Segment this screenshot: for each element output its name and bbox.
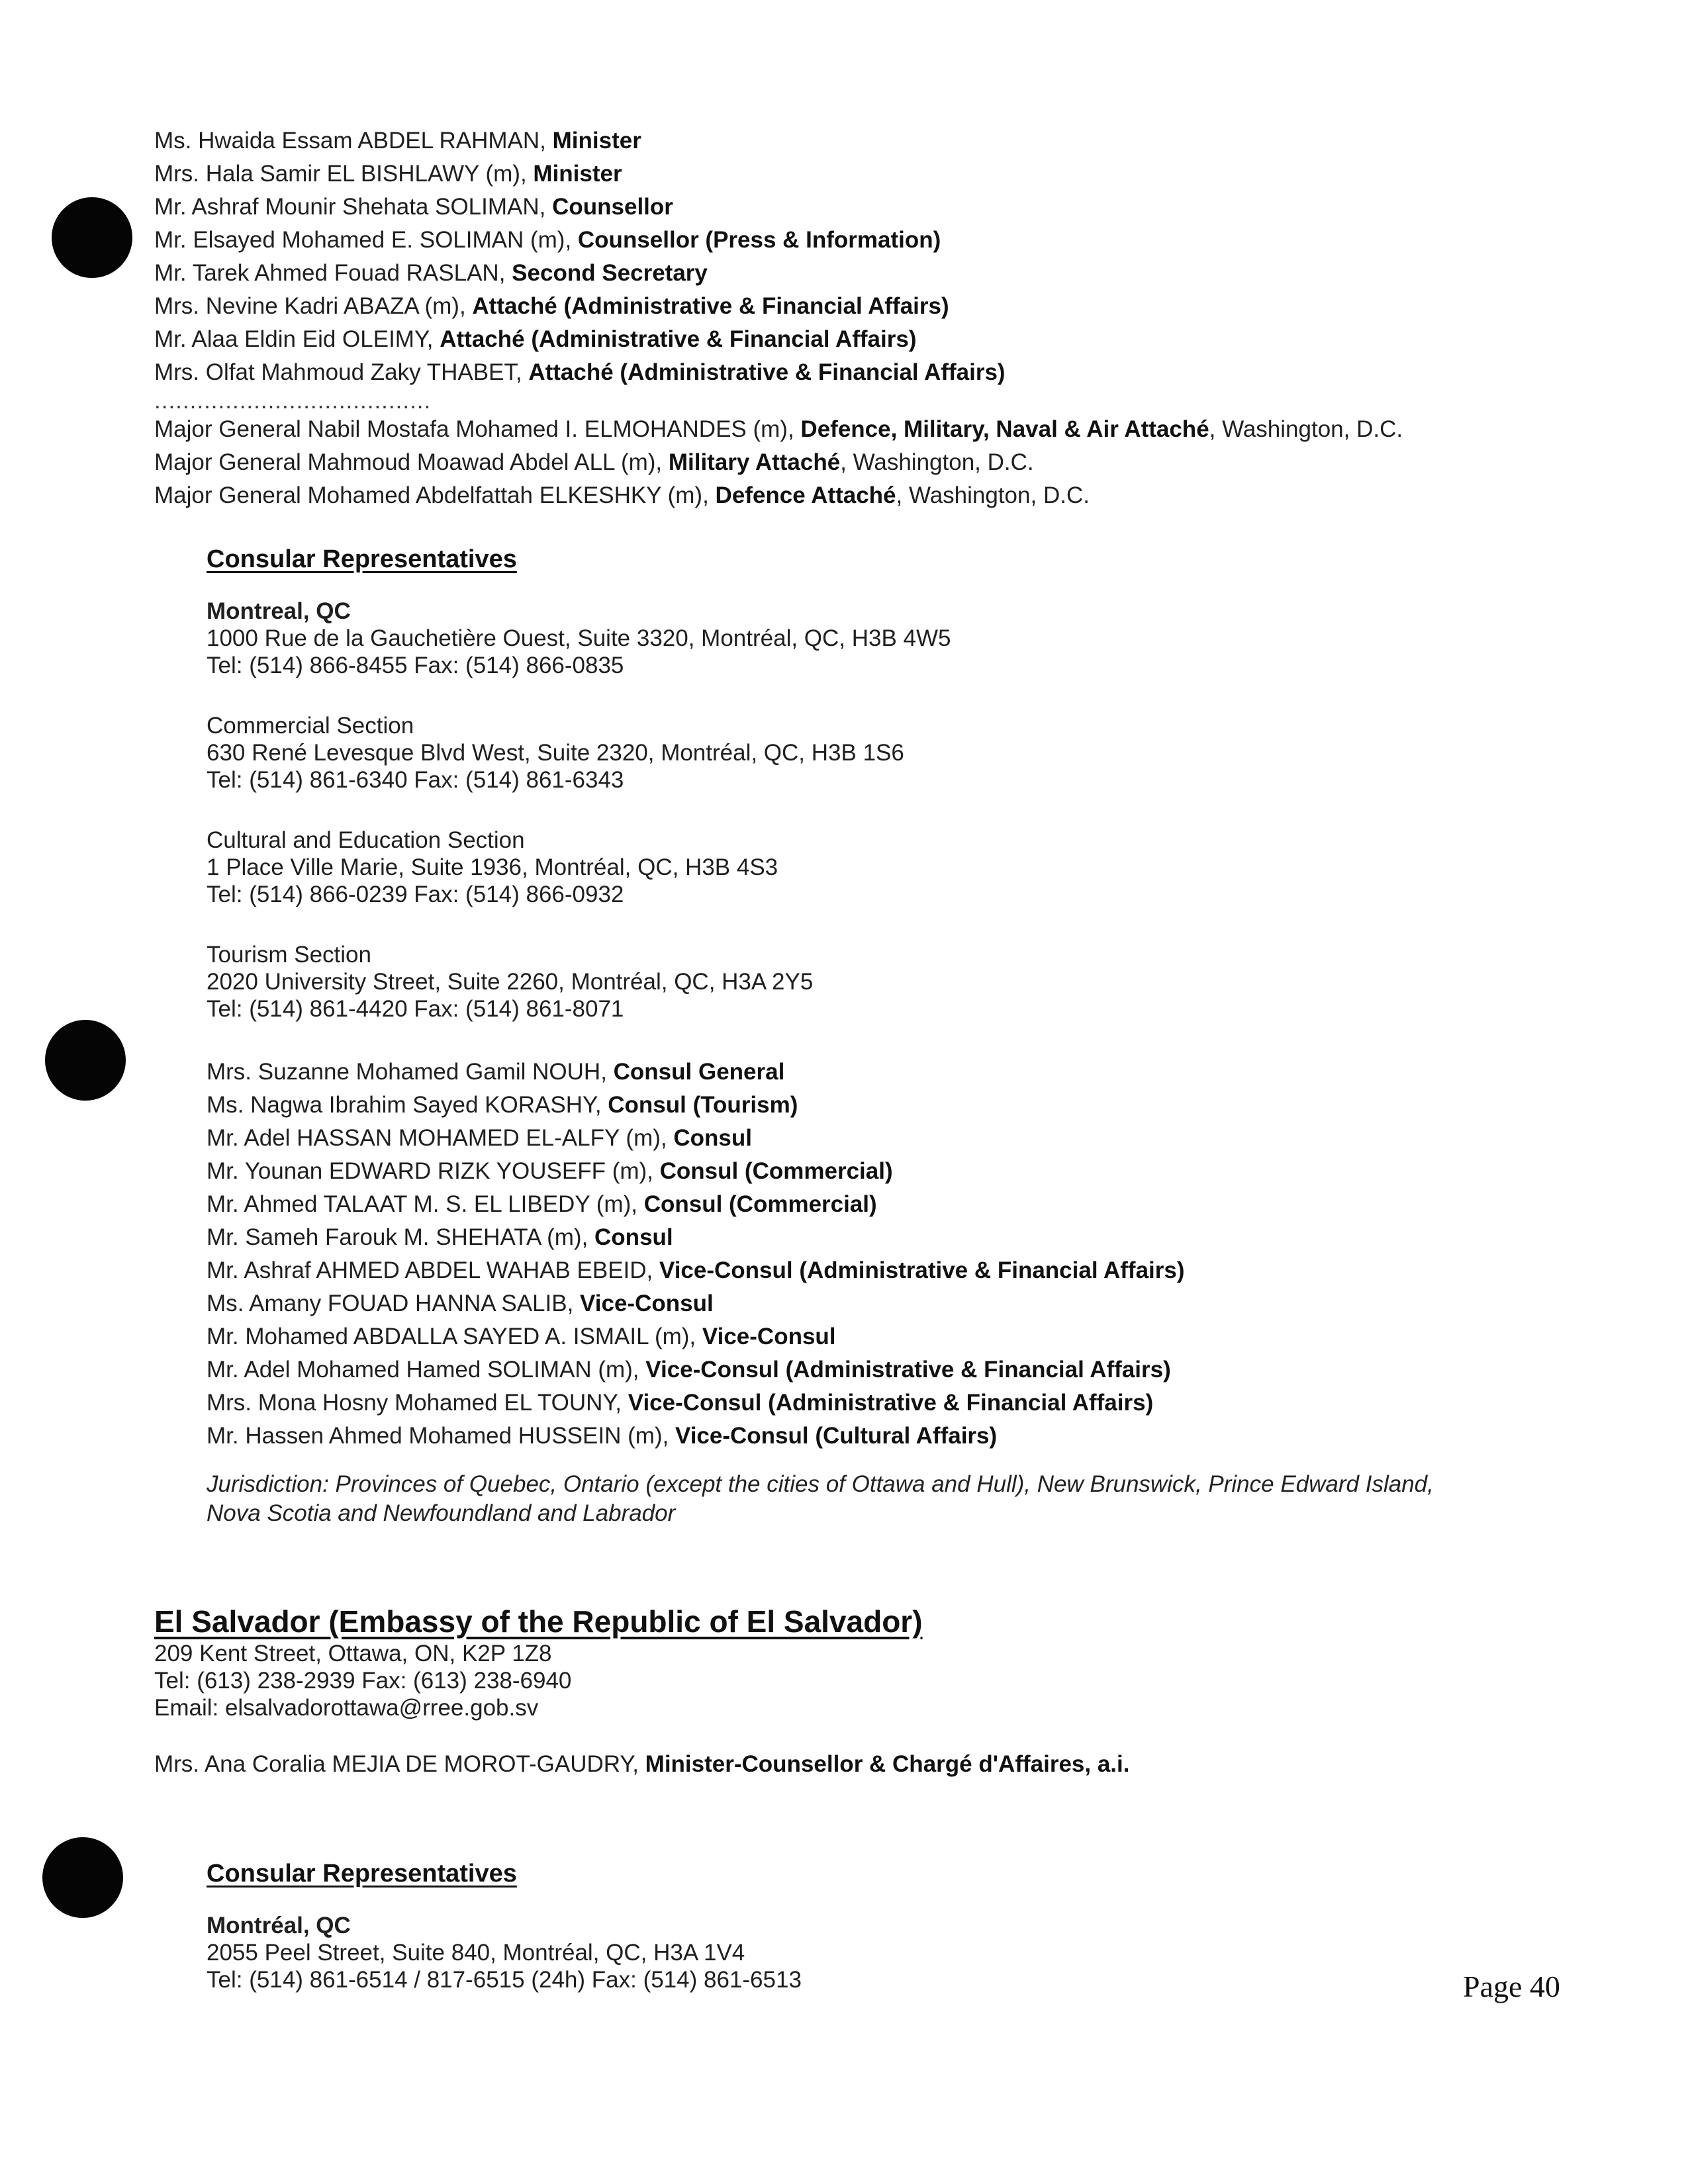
consular-officer: Mr. Adel HASSAN MOHAMED EL-ALFY (m), Consul [207,1125,752,1151]
head-of-mission: Mrs. Ana Coralia MEJIA DE MOROT-GAUDRY, Minister-Counsellor & Chargé d'Affaires, a.i. [154,1751,1130,1777]
jurisdiction-line: Nova Scotia and Newfoundland and Labrador [207,1500,676,1526]
section-name: Cultural and Education Section [207,827,525,853]
consulate-tel: Tel: (514) 866-8455 Fax: (514) 866-0835 [207,653,624,678]
embassy-address: 209 Kent Street, Ottawa, ON, K2P 1Z8 [154,1641,552,1666]
consular-heading: Consular Representatives [207,1860,517,1888]
section-name: Tourism Section [207,942,371,968]
consulate-city: Montreal, QC [207,598,351,624]
jurisdiction-line: Jurisdiction: Provinces of Quebec, Ontario (except the cities of Ottawa and Hull), New Brunswick, Prince Edward Island, [207,1471,1434,1497]
section-address: 1 Place Ville Marie, Suite 1936, Montréal, QC, H3B 4S3 [207,854,778,880]
consular-officer: Mrs. Suzanne Mohamed Gamil NOUH, Consul General [207,1059,785,1085]
attache-entry: Major General Mahmoud Moawad Abdel ALL (m), Military Attaché, Washington, D.C. [154,449,1034,475]
consulate-address: 2055 Peel Street, Suite 840, Montréal, QC, H3A 1V4 [207,1940,745,1966]
consular-officer: Mr. Younan EDWARD RIZK YOUSEFF (m), Consul (Commercial) [207,1158,893,1184]
consular-officer: Mr. Hassen Ahmed Mohamed HUSSEIN (m), Vice-Consul (Cultural Affairs) [207,1423,998,1449]
staff-entry: Mrs. Olfat Mahmoud Zaky THABET, Attaché (Administrative & Financial Affairs) [154,359,1006,385]
country-heading: El Salvador (Embassy of the Republic of El Salvador) [154,1604,923,1639]
consular-officer: Mrs. Mona Hosny Mohamed EL TOUNY, Vice-Consul (Administrative & Financial Affairs) [207,1390,1154,1416]
consular-officer: Mr. Sameh Farouk M. SHEHATA (m), Consul [207,1224,673,1250]
embassy-email: Email: elsalvadorottawa@rree.gob.sv [154,1695,539,1721]
attache-entry: Major General Nabil Mostafa Mohamed I. ELMOHANDES (m), Defence, Military, Naval & Air Attaché, Washington, D.C. [154,416,1403,442]
el-salvador-entry [154,1603,1129,1781]
staff-entry: Mr. Alaa Eldin Eid OLEIMY, Attaché (Administrative & Financial Affairs) [154,326,917,352]
consular-heading: Consular Representatives [207,545,517,573]
staff-list [154,124,1403,512]
punch-hole-top [52,197,132,278]
consular-officer: Mr. Ashraf AHMED ABDEL WAHAB EBEID, Vice-Consul (Administrative & Financial Affairs) [207,1257,1185,1283]
staff-entry: Mr. Tarek Ahmed Fouad RASLAN, Second Secretary [154,260,708,286]
consulate-city: Montréal, QC [207,1913,351,1938]
consular-officer: Mr. Mohamed ABDALLA SAYED A. ISMAIL (m), Vice-Consul [207,1324,836,1349]
staff-entry: Mrs. Hala Samir EL BISHLAWY (m), Minister [154,161,622,187]
consulate-tel: Tel: (514) 861-6514 / 817-6515 (24h) Fax: (514) 861-6513 [207,1967,802,1993]
consular-officer: Mr. Adel Mohamed Hamed SOLIMAN (m), Vice-Consul (Administrative & Financial Affairs) [207,1357,1171,1383]
staff-entry: Mr. Elsayed Mohamed E. SOLIMAN (m), Counsellor (Press & Information) [154,227,941,253]
embassy-tel: Tel: (613) 238-2939 Fax: (613) 238-6940 [154,1668,572,1694]
jurisdiction-note [207,1470,1434,1528]
section-name: Commercial Section [207,713,414,739]
punch-hole-bottom [42,1837,123,1918]
attache-entry: Major General Mohamed Abdelfattah ELKESHKY (m), Defence Attaché, Washington, D.C. [154,482,1090,508]
section-address: 630 René Levesque Blvd West, Suite 2320, Montréal, QC, H3B 1S6 [207,740,904,766]
consular-officer: Ms. Amany FOUAD HANNA SALIB, Vice-Consul [207,1291,714,1316]
section-tel: Tel: (514) 861-4420 Fax: (514) 861-8071 [207,996,624,1022]
consular-officer: Ms. Nagwa Ibrahim Sayed KORASHY, Consul (Tourism) [207,1092,798,1118]
separator-dots: ....................................... [154,388,432,414]
staff-entry: Mr. Ashraf Mounir Shehata SOLIMAN, Counsellor [154,194,673,220]
el-salvador-consular-section [207,1860,802,1993]
section-tel: Tel: (514) 866-0239 Fax: (514) 866-0932 [207,882,624,907]
consular-officer: Mr. Ahmed TALAAT M. S. EL LIBEDY (m), Consul (Commercial) [207,1191,877,1217]
egypt-consular-section [207,545,1434,1528]
staff-entry: Ms. Hwaida Essam ABDEL RAHMAN, Minister [154,128,641,154]
page-number: Page 40 [1463,1970,1560,2003]
section-address: 2020 University Street, Suite 2260, Montréal, QC, H3A 2Y5 [207,969,814,995]
staff-entry: Mrs. Nevine Kadri ABAZA (m), Attaché (Administrative & Financial Affairs) [154,293,949,319]
punch-hole-middle [45,1020,126,1101]
consulate-address: 1000 Rue de la Gauchetière Ouest, Suite 3320, Montréal, QC, H3B 4W5 [207,625,951,651]
section-tel: Tel: (514) 861-6340 Fax: (514) 861-6343 [207,767,624,793]
